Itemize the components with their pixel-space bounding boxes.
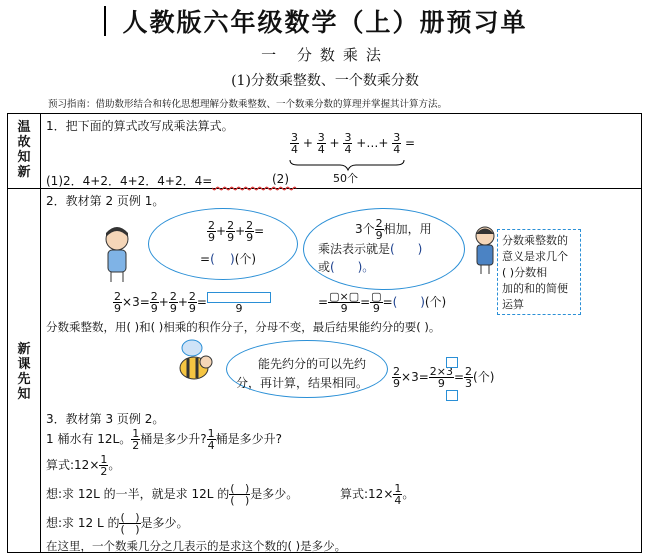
new-label-char: 新 xyxy=(17,342,31,357)
boy-icon xyxy=(470,225,500,275)
page-title: 人教版六年级数学（上）册预习单 xyxy=(122,8,528,37)
column-divider xyxy=(40,113,41,553)
bubble2-line1: 3个 $\frac{2}{9}$ 相加，用 xyxy=(355,217,432,242)
girl-icon xyxy=(97,225,137,283)
question-2: 2．教材第 2 页例 1。 xyxy=(46,194,165,208)
bubble2-line3: 或( )。 xyxy=(318,260,375,274)
lesson-title xyxy=(0,70,650,90)
review-label-char: 温 xyxy=(17,120,31,135)
new-label-char: 知 xyxy=(17,387,31,402)
review-label-char: 新 xyxy=(17,165,31,180)
example1-calculation: $\frac{2}{9}$ ×3= $\frac{2}{9}$ + $\frac{2}{9}$ + $\frac{2}{9}$ = 9 xyxy=(113,291,271,314)
fill-in-rule: 分数乘整数，用( )和( )相乘的积作分子，分母不变，最后结果能约分的要( )。 xyxy=(46,320,441,334)
bee-text-line2: 分，再计算，结果相同。 xyxy=(236,376,369,390)
bee-icon xyxy=(170,336,218,386)
new-lesson-label xyxy=(8,342,40,402)
question-3-prompt: 1 桶水有 12L。 $\frac{1}{2}$ 桶是多少升? $\frac{1}{4}$ 桶是多少升? xyxy=(46,427,282,452)
new-label-char: 先 xyxy=(17,372,31,387)
preview-guide: 预习指南：借助数形结合和转化思想理解分数乘整数、一个数乘分数的算理并掌握其计算方法。 xyxy=(48,99,448,110)
think-half: 想:求 12L 的一半，就是求 12L 的 $\frac{( )}{( )}$ 是多少。 xyxy=(46,482,299,507)
bubble1-answer: =( )(个) xyxy=(200,252,257,266)
calc-half: 算式:12× $\frac{1}{2}$ 。 xyxy=(46,453,121,478)
fraction-sum-expression: $\frac{3}{4}$ + $\frac{3}{4}$ + $\frac{3}{4}$ +…+ $\frac{3}{4}$ = xyxy=(291,131,416,156)
think-quarter: 想:求 12 L 的 $\frac{( )}{( )}$ 是多少。 xyxy=(46,511,189,536)
calc-quarter: 算式:12× $\frac{1}{4}$ 。 xyxy=(340,482,415,507)
new-label-char: 课 xyxy=(17,357,31,372)
bubble2-line2: 乘法表示就是( ) xyxy=(318,242,423,256)
bubble1-expression: $\frac{2}{9}$ + $\frac{2}{9}$ + $\frac{2}{9}$ = xyxy=(208,219,265,244)
cancel-box xyxy=(446,390,458,401)
speech-bubble-1 xyxy=(148,208,298,280)
question-1: 1．把下面的算式改写成乘法算式。 xyxy=(46,119,234,133)
question-3: 3．教材第 3 页例 2。 xyxy=(46,412,165,426)
review-label-char: 知 xyxy=(17,150,31,165)
question-1-part-2: (2) xyxy=(272,172,289,186)
note-text: 分数乘整数的 意义是求几个 ( )分数相 加的和的简便 运算 xyxy=(502,234,568,311)
bee-calculation: $\frac{2}{9}$ ×3= $\frac{2\times 3}{9}$ = $\frac{2}{3}$ (个) xyxy=(393,365,495,390)
cancel-box xyxy=(446,357,458,368)
fraction: $\frac{3}{4}$ xyxy=(291,131,298,156)
fraction: $\frac{3}{4}$ xyxy=(344,131,352,156)
conclusion: 在这里，一个数乘几分之几表示的是求这个数的( )是多少。 xyxy=(46,539,347,553)
fraction: $\frac{3}{4}$ xyxy=(317,131,325,156)
review-label-char: 故 xyxy=(17,135,31,150)
review-label xyxy=(8,120,40,180)
question-1-part-1: (1)2．4+2．4+2．4+2．4= xyxy=(46,174,213,188)
unit-title: 一 分数乘法 xyxy=(261,46,389,64)
example1-calculation-2: = $\frac{▢\times▢}{9}$ = $\frac{▢}{9}$ =( )(个) xyxy=(318,290,447,315)
count-label: 50个 xyxy=(333,172,358,185)
lesson-text: (1)分数乘整数、一个数乘分数 xyxy=(231,73,419,89)
bee-text-line1: 能先约分的可以先约 xyxy=(258,357,367,371)
fraction: $\frac{3}{4}$ xyxy=(393,131,401,156)
